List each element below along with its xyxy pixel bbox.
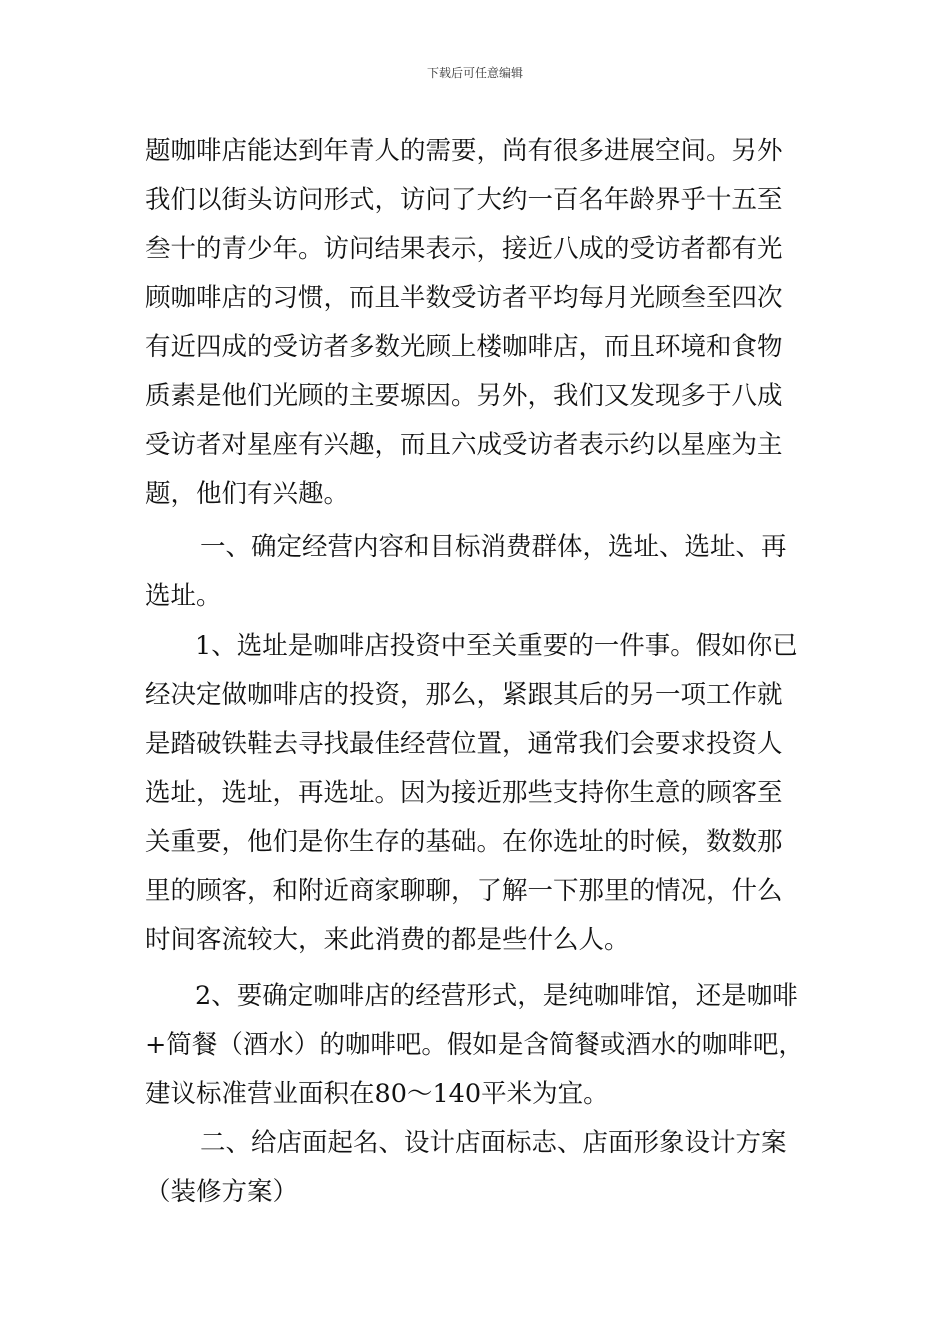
- line-text: 经决定做咖啡店的投资，那么，紧跟其后的另一项工作就: [145, 680, 783, 710]
- line-text: 题，他们有兴趣。: [145, 479, 350, 509]
- line-text: 建议标准营业面积在80～140平米为宜。: [145, 1079, 609, 1109]
- line-text: 时间客流较大，来此消费的都是些什么人。: [145, 925, 630, 955]
- line-text: +简餐（酒水）的咖啡吧。假如是含简餐或酒水的咖啡吧，: [145, 1030, 804, 1060]
- line-text: 我们以街头访问形式，访问了大约一百名年龄界乎十五至: [145, 185, 783, 215]
- line-text: 受访者对星座有兴趣，而且六成受访者表示约以星座为主: [145, 430, 783, 460]
- page-header: 下载后可任意编辑: [426, 66, 523, 80]
- line-text: 顾咖啡店的习惯，而且半数受访者平均每月光顾叁至四次: [145, 283, 783, 313]
- line-text: 有近四成的受访者多数光顾上楼咖啡店，而且环境和食物: [145, 332, 783, 362]
- section-heading-text: 一、确定经营内容和目标消费群体，选址、选址、再: [200, 532, 787, 562]
- line-text: 里的顾客，和附近商家聊聊，了解一下那里的情况，什么: [145, 876, 783, 906]
- line-text: 2、要确定咖啡店的经营形式，是纯咖啡馆，还是咖啡: [195, 981, 798, 1011]
- line-text: 叁十的青少年。访问结果表示，接近八成的受访者都有光: [145, 234, 783, 264]
- section-heading-text: （装修方案）: [145, 1177, 299, 1207]
- line-text: 1、选址是咖啡店投资中至关重要的一件事。假如你已: [195, 631, 798, 661]
- line-text: 是踏破铁鞋去寻找最佳经营位置，通常我们会要求投资人: [145, 729, 783, 759]
- section-heading-text: 二、给店面起名、设计店面标志、店面形象设计方案: [200, 1128, 787, 1158]
- line-text: 题咖啡店能达到年青人的需要，尚有很多进展空间。另外: [145, 136, 783, 166]
- section-heading-text: 选址。: [145, 581, 222, 611]
- line-text: 选址，选址，再选址。因为接近那些支持你生意的顾客至: [145, 778, 783, 808]
- line-text: 关重要，他们是你生存的基础。在你选址的时候，数数那: [145, 827, 783, 857]
- line-text: 质素是他们光顾的主要塬因。另外，我们又发现多于八成: [145, 381, 783, 411]
